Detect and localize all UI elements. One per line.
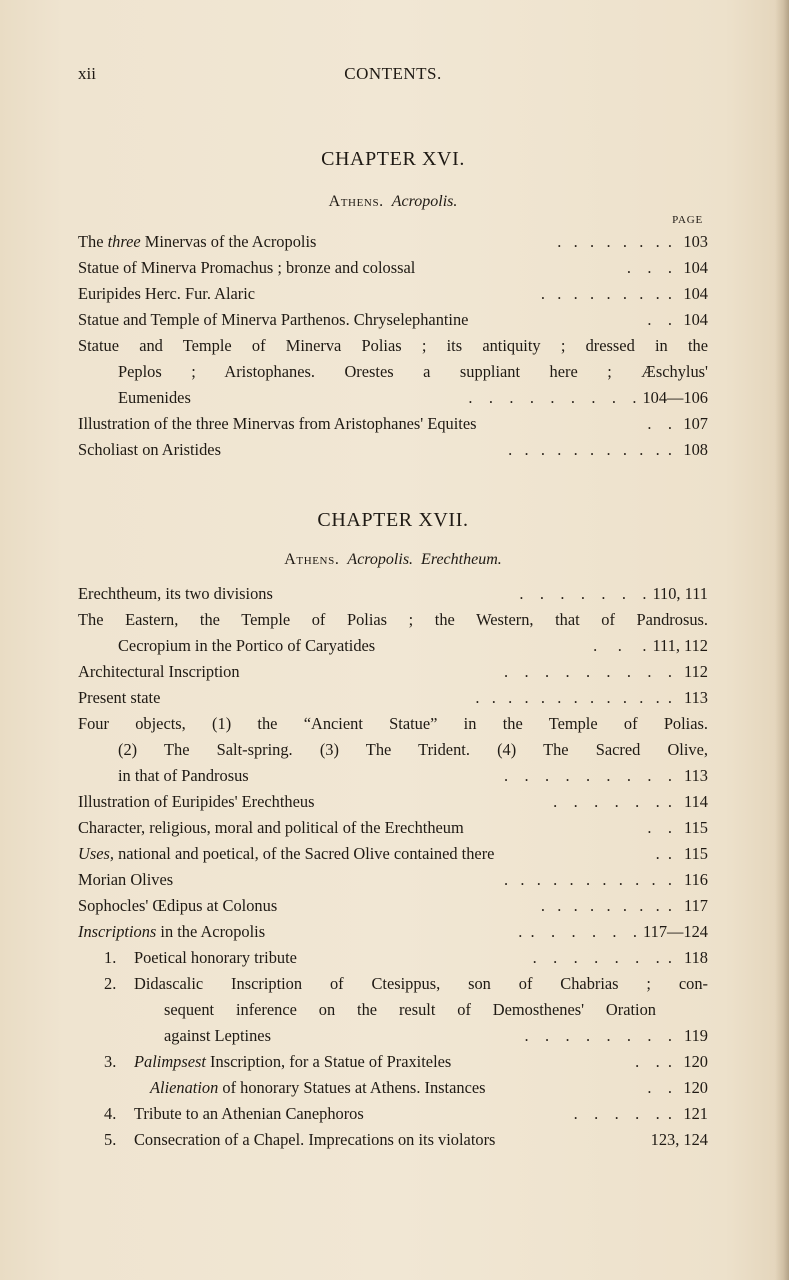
toc-subentry: 5. Consecration of a Chapel. Imprecations on its violators 123, 124 [78,1127,708,1153]
running-head [78,64,708,88]
chapter-17-subtitle-building: Erechtheum. [421,551,502,568]
chapter-17-subtitle-place: Athens. [284,551,340,568]
toc-subentry-continuation: against Leptines . . . . . . . . 119 [78,1023,708,1049]
subentry-number: 1. [104,948,117,967]
leader-dots: . . . . . . . [553,792,672,811]
page-number: 104 [683,284,708,303]
leader-dots: . . . . . . . . . [540,896,672,915]
subentry-number: 5. [104,1130,117,1149]
leader-dots: . . . . . . [573,1104,672,1123]
toc-entry-continuation: in that of Pandrosus . . . . . . . . . 113 [78,763,708,789]
toc-entry: Uses, national and poetical, of the Sacred Olive contained there . . 115 [78,841,708,867]
toc-entry: Four objects, (1) the “Ancient Statue” in the Temple of Polias. [78,714,708,733]
toc-entry-continuation: Peplos ; Aristophanes. Orestes a suppliant here ; Æschylus' [118,362,708,381]
emphasis-text: Uses, [78,844,114,863]
subentry-number: 4. [104,1104,117,1123]
page-number: 103 [683,232,708,251]
toc-entry: Erechtheum, its two divisions . . . . . . . 110, 111 [78,581,708,607]
leader-dots: . . . . . . . . . . . [503,870,672,889]
page-number: 117—124 [643,922,708,941]
leader-dots: . . [647,310,672,329]
page-column-label: PAGE [672,214,703,226]
leader-dots: . . . [635,1052,672,1071]
page-number: 120 [683,1052,708,1071]
toc-entry-continuation: Eumenides . . . . . . . . . 104—106 [78,385,708,411]
toc-entry: Illustration of Euripides' Erechtheus . . . . . . . 114 [78,789,708,815]
toc-subentry: 3. Palimpsest Inscription, for a Statue of Praxiteles . . . 120 [78,1049,708,1075]
toc-entry: Present state . . . . . . . . . . . . . 113 [78,685,708,711]
page-number: 104 [683,258,708,277]
subentry-number: 3. [104,1052,117,1071]
page-number: 111, 112 [652,636,708,655]
chapter-16-subtitle-site: Acropolis. [391,193,458,210]
page-number: 118 [684,948,708,967]
emphasis-text: Palimpsest [134,1052,206,1071]
page-folio: xii [78,64,96,83]
chapter-16-subtitle [78,193,708,211]
leader-dots: . . . . . . . . [524,1026,672,1045]
leader-dots: . . [647,1078,672,1097]
chapter-17-title: CHAPTER XVII. [317,509,469,531]
toc-subentry: 2. Didascalic Inscription of Ctesippus, son of Chabrias ; con- [78,971,708,997]
leader-dots: . . . . . . . . . . . [508,440,672,459]
chapter-16-title: CHAPTER XVI. [321,148,465,170]
toc-entry: Character, religious, moral and political of the Erechtheum . . 115 [78,815,708,841]
toc-entry: The Eastern, the Temple of Polias ; the Western, that of Pandrosus. [78,610,708,629]
toc-entry: Inscriptions in the Acropolis . . . . . . . 117—124 [78,919,708,945]
page-number: 104—106 [642,388,708,407]
page-number: 114 [684,792,708,811]
page-number: 113 [684,766,708,785]
leader-dots: . . . . . . . . [532,948,672,967]
page-number: 119 [684,1026,708,1045]
page-number: 112 [684,662,708,681]
toc-entry-continuation: (2) The Salt-spring. (3) The Trident. (4) The Sacred Olive, [118,740,708,759]
subentry-number: 2. [104,974,117,993]
page-number: 115 [684,844,708,863]
emphasis-text: Inscriptions [78,922,157,941]
leader-dots: . . . . . . . . . [468,388,637,407]
toc-entry: Statue and Temple of Minerva Parthenos. Chryselephantine . . 104 [78,307,708,333]
leader-dots: . . . . . . . . . . . . . [475,688,672,707]
leader-dots: . . . [626,258,672,277]
leader-dots: . . . . . . . . [557,232,672,251]
page-number: 117 [684,896,708,915]
toc-entry-continuation: Cecropium in the Portico of Caryatides . . . 111, 112 [78,633,708,659]
toc-entry: Morian Olives . . . . . . . . . . . 116 [78,867,708,893]
leader-dots: . . . . . . . . . [503,662,672,681]
page-number: 108 [683,440,708,459]
emphasis-text: Alienation [150,1078,219,1097]
toc-entry: Statue and Temple of Minerva Polias ; its antiquity ; dressed in the [78,336,708,355]
emphasis-text: three [107,232,141,251]
page-number: 107 [683,414,708,433]
toc-entry: Architectural Inscription . . . . . . . . . 112 [78,659,708,685]
toc-entry: Sophocles' Œdipus at Colonus . . . . . . . . . 117 [78,893,708,919]
toc-entry: Illustration of the three Minervas from Aristophanes' Equites . . 107 [78,411,708,437]
leader-dots: . . [655,844,672,863]
chapter-17-subtitle-site: Acropolis. [347,551,414,568]
page-number: 113 [684,688,708,707]
chapter-16-entries [78,229,708,463]
leader-dots: . . . . . . . . . [540,284,672,303]
toc-entry: Statue of Minerva Promachus ; bronze and colossal . . . 104 [78,255,708,281]
page-edge-shadow [775,0,789,1280]
page-number: 120 [683,1078,708,1097]
leader-dots: . . . [593,636,647,655]
page-number: 110, 111 [652,584,708,603]
toc-subentry: 1. Poetical honorary tribute . . . . . . . . 118 [78,945,708,971]
page-number: 116 [684,870,708,889]
leader-dots: . . [647,414,672,433]
toc-entry: Euripides Herc. Fur. Alaric . . . . . . . . . 104 [78,281,708,307]
leader-dots: . . . . . . . [519,584,647,603]
leader-dots: . . . . . . . . . [503,766,672,785]
toc-entry: The three Minervas of the Acropolis . . . . . . . . 103 [78,229,708,255]
toc-subentry: 4. Tribute to an Athenian Canephoros . . . . . . 121 [78,1101,708,1127]
page-number: 104 [683,310,708,329]
running-head-title: CONTENTS. [344,64,442,83]
page-number: 123, 124 [650,1130,708,1149]
page-number: 121 [683,1104,708,1123]
leader-dots: . . . . . . . [518,922,638,941]
chapter-17-subtitle [78,551,708,569]
leader-dots: . . [647,818,672,837]
toc-entry: Scholiast on Aristides . . . . . . . . . . . 108 [78,437,708,463]
chapter-17-entries [78,581,708,1153]
page-number: 115 [684,818,708,837]
chapter-16-subtitle-place: Athens. [328,193,384,210]
toc-subentry-continuation: sequent inference on the result of Demosthenes' Oration [164,1000,656,1019]
toc-subentry-continuation: Alienation of honorary Statues at Athens. Instances . . 120 [78,1075,708,1101]
